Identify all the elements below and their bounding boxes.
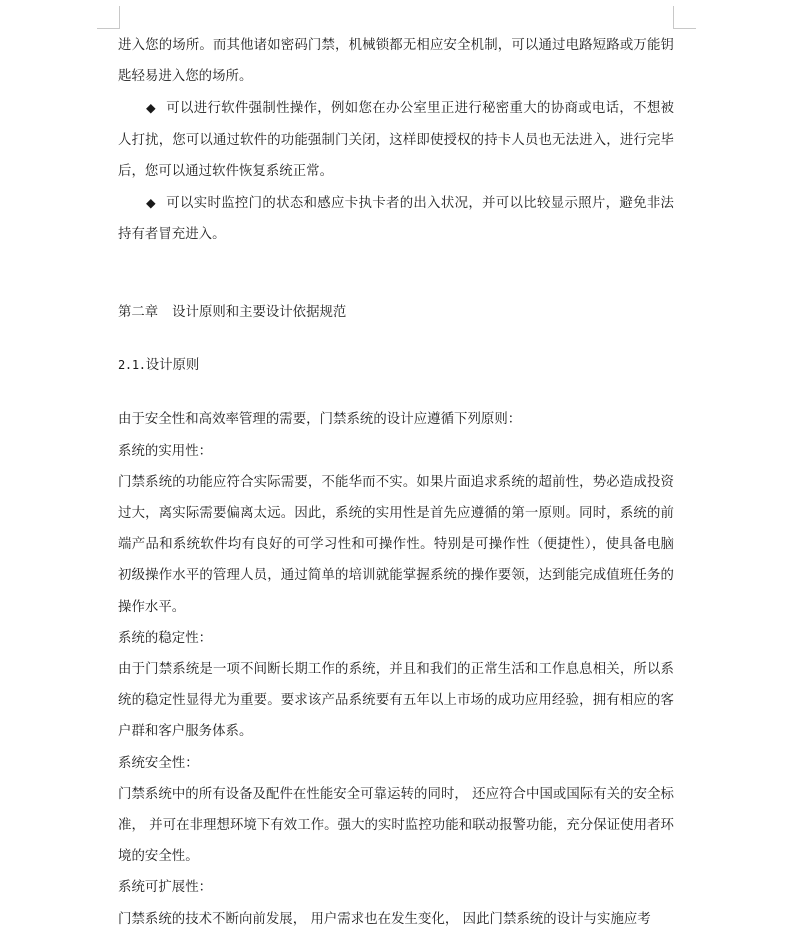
page-corner-mark-top-left [97,6,120,29]
principle-label: 系统的实用性： [118,443,213,459]
document-page [118,30,674,935]
lead-paragraph: 由于安全性和高效率管理的需要，门禁系统的设计应遵循下列原则： [118,412,522,428]
section-title: 设计原则 [145,358,200,374]
principle-text: 门禁系统中的所有设备及配件在性能安全可靠运转的同时， 还应符合中国或国际有关的安全标准， 并可在非理想环境下有效工作。强大的实时监控功能和联动报警功能，充分保证使用者环境的安全性。 [118,786,674,865]
chapter-title: 设计原则和主要设计依据规范 [172,305,347,321]
chapter-heading [118,303,674,323]
diamond-bullet-icon: ◆ [146,195,156,211]
bullet-text: 可以进行软件强制性操作，例如您在办公室里正进行秘密重大的协商或电话，不想被人打扰，您可以通过软件的功能强制门关闭，这样即使授权的持卡人员也无法进入，进行完毕后，您可以通过软件恢复系统正常。 [118,101,674,179]
section-heading [118,355,674,376]
principle-text: 门禁系统的技术不断向前发展， 用户需求也在发生变化， 因此门禁系统的设计与实施应考 [118,911,651,927]
principle-text: 由于门禁系统是一项不间断长期工作的系统，并且和我们的正常生活和工作息息相关，所以系统的稳定性显得尤为重要。要求该产品系统要有五年以上市场的成功应用经验，拥有相应的客户群和客户服务体系。 [118,662,674,740]
bullet-item [118,187,674,250]
principle-label: 系统的稳定性： [118,630,213,646]
chapter-number: 第二章 [118,305,159,321]
diamond-bullet-icon: ◆ [146,100,156,116]
principle-text: 门禁系统的功能应符合实际需要，不能华而不实。如果片面追求系统的超前性，势必造成投资过大，离实际需要偏离太远。因此，系统的实用性是首先应遵循的第一原则。同时，系统的前端产品和系统软件均有良好的可学习性和可操作性。特别是可操作性（便捷性），使具备电脑初级操作水平的管理人员，通过简单的培训就能掌握系统的操作要领，达到能完成值班任务的操作水平。 [118,474,674,615]
page-corner-mark-top-right [673,6,696,29]
bullet-text: 可以实时监控门的状态和感应卡执卡者的出入状况，并可以比较显示照片，避免非法持有者冒充进入。 [118,196,674,243]
bullet-item [118,92,674,187]
section-number: 2.1. [118,358,146,373]
principle-label: 系统可扩展性： [118,880,213,896]
intro-paragraph: 进入您的场所。而其他诸如密码门禁，机械锁都无相应安全机制，可以通过电路短路或万能钥匙轻易进入您的场所。 [118,38,674,85]
principle-label: 系统安全性： [118,755,199,771]
